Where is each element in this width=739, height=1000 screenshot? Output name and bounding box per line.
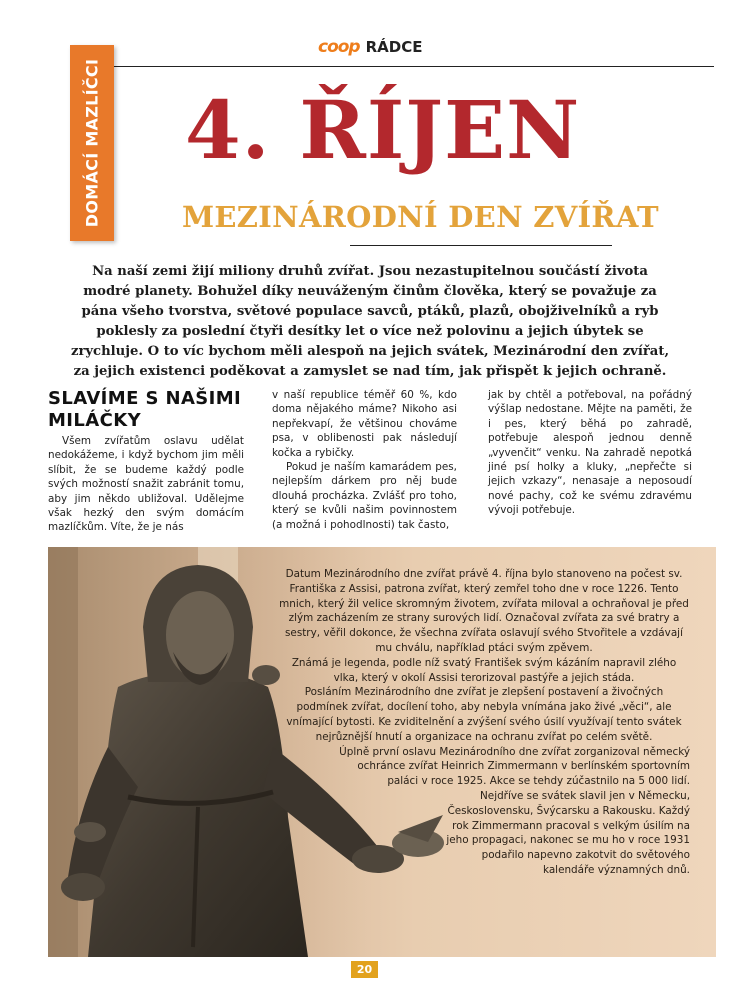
article-paragraph: jak by chtěl a potřeboval, na pořádný výšlap nedostane. Mějte na paměti, že i pes, který běhá po zahradě, potřebuje alespoň jednou denně „vyvenčit“ venku. Na zahradě nepotká jiné psí holky a kluky, „nepřečte si jejich vzkazy“, nenasaje a neposoudí nové pachy, což ke svému zdravému vývoji potřebuje. [488, 389, 692, 517]
saint-francis-photo-panel [48, 547, 716, 957]
article-paragraph: Všem zvířatům oslavu udělat nedokážeme, i když bychom jim měli slíbit, že se budeme každý podle svých možností snažit zabránit tomu, aby jim někdo ubližoval. Udělejme však hezký den svým domácím mazlíčkům. Víte, že je nás [48, 435, 244, 534]
bird-on-arm [74, 822, 106, 842]
panel-paragraph: Posláním Mezinárodního dne zvířat je zlepšení postavení a živočných podmínek zvířat, docílení toho, aby nebyla vnímána jako živé „věci“, ale vnímající bytosti. Ke zviditelnění a zvýšení svého úsilí využívají tento svátek nejrůznější hnutí a organizace na ochranu zvířat po celém světě. [286, 686, 682, 743]
lead-paragraph: Na naší zemi žijí miliony druhů zvířat. Jsou nezastupitelnou součástí života modré planety. Bohužel díky neuváženým činům člověka, který se považuje za pána všeho tvorstva, světové populace savců, ptáků, plazů, obojživelníků a ryb poklesly za poslední čtyři desítky let o více než polovinu a jejich úbytek se zrychluje. O to víc bychom měli alespoň na jejich svátek, Mezinárodní den zvířat, za jejich existenci poděkovat a zamyslet se nad tím, jak přispět k jejich ochraně. [70, 264, 670, 379]
panel-text [278, 567, 690, 878]
subtitle-divider [350, 245, 612, 246]
article-column-3 [488, 388, 692, 518]
magazine-name: RÁDCE [365, 38, 423, 56]
page-number-badge: 20 [351, 961, 378, 978]
article-column-1 [48, 388, 244, 535]
panel-paragraph: Nejdříve se svátek slavil jen v Německu, Československu, Švýcarsku a Rakousku. Každý rok Zimmermann pracoval s velkým úsilím na jeho propagaci, nakonec se mu ho v roce 1931 podařilo napevno zakotvit do světového kalendáře významných dnů. [446, 789, 690, 876]
section-tab [70, 45, 114, 241]
statue-left-hand [61, 873, 105, 901]
bird-on-shoulder [252, 665, 280, 685]
article-heading: SLAVÍME S NAŠIMI MILÁČKY [48, 388, 242, 431]
article-paragraph: Pokud je naším kamarádem pes, nejlepším dárkem pro něj bude dlouhá procházka. Zvlášť pro toho, který se kvůli našim povinnostem (a možná i pohodlnosti) tak často, [272, 461, 457, 531]
statue-face [166, 591, 234, 679]
section-tab-label: DOMÁCÍ MAZLÍČCI [82, 58, 102, 228]
coop-logo-mark: coop [318, 37, 360, 57]
panel-paragraph: Známá je legenda, podle níž svatý František svým kázáním napravil zlého vlka, který v okolí Assisi terorizoval pastýře a jejich stáda. [291, 656, 677, 684]
panel-paragraph: Datum Mezinárodního dne zvířat právě 4. října bylo stanoveno na počest sv. Františka z Assisi, patrona zvířat, který zemřel toho dne v roce 1226. Tento mnich, který žil velice skromným životem, zvířata miloval a ochraňoval je před zlým zacházením ze strany surových lidí. Označoval zvířata za své bratry a sestry, věřil dokonce, že všechna zvířata oslavují svého Stvořitele a vzdávají mu chválu, například ptáci svým zpěvem. [279, 568, 689, 654]
header-divider [70, 66, 714, 67]
coop-radce-logo [318, 37, 422, 57]
page-title: 4. ŘÍJEN [185, 83, 581, 177]
panel-paragraph: Úplně první oslavu Mezinárodního dne zvířat zorganizoval německý ochránce zvířat Heinrich Zimmermann v berlínském sportovním paláci v roce 1925. Akce se tehdy zúčastnilo na 5 000 lidí. [339, 745, 690, 788]
article-column-2 [272, 388, 457, 532]
article-paragraph: v naší republice téměř 60 %, kdo doma nějakého máme? Nikoho asi nepřekvapí, že většinou chováme psa, v oblibenosti pak následují kočka a rybičky. [272, 389, 457, 459]
page-subtitle: MEZINÁRODNÍ DEN ZVÍŘAT [182, 200, 659, 234]
